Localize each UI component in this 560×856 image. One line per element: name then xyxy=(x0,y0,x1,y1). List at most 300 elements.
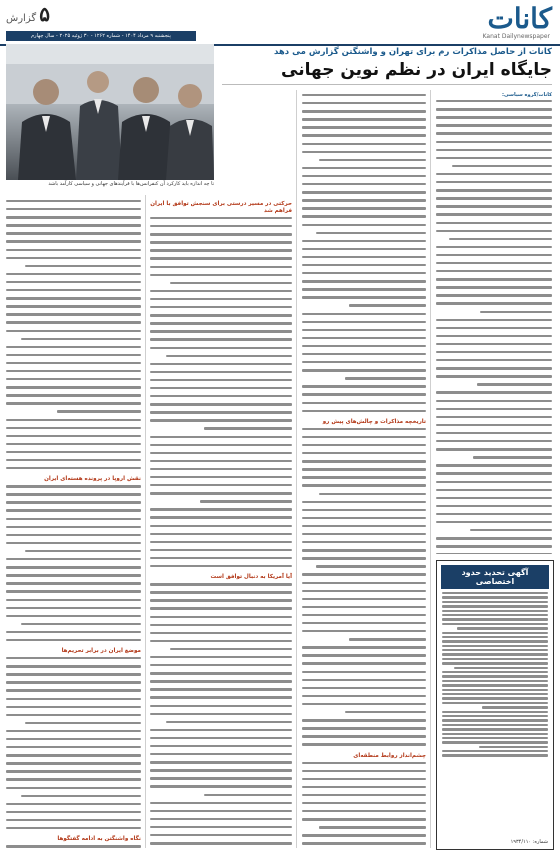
text-line xyxy=(150,737,292,743)
text-line xyxy=(442,662,548,664)
text-line xyxy=(6,778,141,784)
text-line-fill xyxy=(452,165,552,167)
text-line-fill xyxy=(442,614,548,616)
text-line-fill xyxy=(436,100,552,102)
text-line-fill xyxy=(442,733,548,735)
text-line-fill xyxy=(302,509,426,511)
column-1-lines xyxy=(436,100,552,554)
text-line xyxy=(302,695,426,701)
text-line xyxy=(442,680,548,682)
text-line xyxy=(302,444,426,450)
text-line xyxy=(302,118,426,124)
text-line xyxy=(6,681,141,687)
text-line-fill xyxy=(150,484,292,486)
text-line xyxy=(436,553,552,554)
text-line-fill xyxy=(150,274,292,276)
text-line-fill xyxy=(6,542,141,544)
text-line-fill xyxy=(6,607,141,609)
text-line xyxy=(302,557,426,563)
column-3-lines-b xyxy=(150,583,292,848)
text-line-fill xyxy=(345,711,426,713)
text-line-fill xyxy=(150,452,292,454)
text-line-fill xyxy=(442,671,548,673)
text-line xyxy=(436,294,552,300)
text-line xyxy=(6,419,141,425)
text-line xyxy=(442,636,548,638)
text-line xyxy=(302,687,426,693)
text-line xyxy=(442,610,548,612)
column-2-lines-a xyxy=(302,94,426,416)
text-line xyxy=(442,684,548,686)
text-line xyxy=(150,557,292,563)
text-line xyxy=(442,724,548,726)
text-line-fill xyxy=(436,545,552,547)
text-line xyxy=(150,672,292,678)
text-line-fill xyxy=(150,395,292,397)
text-line xyxy=(6,501,141,507)
text-line-fill xyxy=(6,673,141,675)
column-divider xyxy=(296,90,297,848)
text-line xyxy=(6,265,141,271)
subhead: نگاه واشنگتن به ادامه گفتگوها xyxy=(57,836,141,843)
text-line xyxy=(442,640,548,642)
text-line-fill xyxy=(302,646,426,648)
text-line-fill xyxy=(436,416,552,418)
text-line xyxy=(6,795,141,801)
text-line-fill xyxy=(302,167,426,169)
text-line xyxy=(302,654,426,660)
text-line-fill xyxy=(6,289,141,291)
text-line-fill xyxy=(150,444,292,446)
text-line xyxy=(302,778,426,784)
section-tag xyxy=(6,2,50,26)
subhead: نقش اروپا در پرونده هسته‌ای ایران xyxy=(44,476,141,483)
text-line-fill xyxy=(150,599,292,601)
text-line xyxy=(6,803,141,809)
text-line xyxy=(6,208,141,214)
text-line-fill xyxy=(302,240,426,242)
text-line xyxy=(302,533,426,539)
text-line xyxy=(6,623,141,629)
text-line-fill xyxy=(302,622,426,624)
text-line xyxy=(6,338,141,344)
text-line-fill xyxy=(302,590,426,592)
column-4-lines-d xyxy=(6,845,141,848)
text-line-fill xyxy=(319,493,426,495)
text-line-fill xyxy=(480,311,552,313)
text-line-fill xyxy=(436,197,552,199)
text-line xyxy=(6,607,141,613)
text-line xyxy=(436,213,552,219)
text-line xyxy=(6,738,141,744)
text-line xyxy=(150,290,292,296)
text-line-fill xyxy=(436,278,552,280)
text-line xyxy=(6,754,141,760)
text-line-fill xyxy=(6,378,141,380)
text-line xyxy=(150,818,292,824)
text-line xyxy=(302,671,426,677)
text-line xyxy=(150,379,292,385)
text-line xyxy=(150,274,292,280)
text-line-fill xyxy=(436,319,552,321)
text-line xyxy=(442,658,548,660)
text-line-fill xyxy=(6,501,141,503)
text-line xyxy=(302,622,426,628)
text-line xyxy=(302,232,426,238)
text-line xyxy=(442,601,548,603)
text-line xyxy=(302,842,426,848)
text-line-fill xyxy=(319,826,426,828)
text-line-fill xyxy=(150,387,292,389)
text-line xyxy=(436,424,552,430)
text-line-fill xyxy=(302,410,426,412)
text-line xyxy=(302,517,426,523)
text-line-fill xyxy=(442,649,548,651)
text-line-fill xyxy=(302,549,426,551)
text-line-fill xyxy=(442,728,548,730)
text-line-fill xyxy=(436,132,552,134)
text-line-fill xyxy=(6,574,141,576)
text-line-fill xyxy=(150,371,292,373)
text-line-fill xyxy=(302,118,426,120)
text-line-fill xyxy=(150,241,292,243)
text-line xyxy=(436,375,552,381)
subhead: تاریخچه مذاکرات و چالش‌های پیش رو xyxy=(322,418,426,425)
text-line xyxy=(302,329,426,335)
text-line-fill xyxy=(436,149,552,151)
text-line xyxy=(150,616,292,622)
text-line-fill xyxy=(442,596,548,598)
text-line xyxy=(150,217,292,223)
text-line xyxy=(6,378,141,384)
text-line-fill xyxy=(442,711,548,713)
text-line-fill xyxy=(442,645,548,647)
text-line-fill xyxy=(442,741,548,743)
text-line xyxy=(150,500,292,506)
text-line-fill xyxy=(442,658,548,660)
text-line xyxy=(302,94,426,100)
text-line xyxy=(302,711,426,717)
text-line-fill xyxy=(150,672,292,674)
text-line-fill xyxy=(442,623,548,625)
text-line-fill xyxy=(302,175,426,177)
text-line xyxy=(6,257,141,263)
text-line-fill xyxy=(302,582,426,584)
text-line-fill xyxy=(302,654,426,656)
text-line-fill xyxy=(150,549,292,551)
text-line-fill xyxy=(302,778,426,780)
text-line xyxy=(436,124,552,130)
text-line xyxy=(150,516,292,522)
text-line xyxy=(442,623,548,625)
text-line xyxy=(302,393,426,399)
text-line-fill xyxy=(6,698,141,700)
text-line-fill xyxy=(150,347,292,349)
text-line xyxy=(436,432,552,438)
masthead xyxy=(0,0,560,46)
text-line-fill xyxy=(6,811,141,813)
text-line xyxy=(150,705,292,711)
text-line xyxy=(150,549,292,555)
text-line xyxy=(150,508,292,514)
text-line xyxy=(6,615,141,621)
text-line-fill xyxy=(302,557,426,559)
text-line-fill xyxy=(150,436,292,438)
text-line-fill xyxy=(470,529,552,531)
section-name: گزارش xyxy=(6,13,37,24)
text-line-fill xyxy=(6,730,141,732)
text-line-fill xyxy=(302,476,426,478)
text-line xyxy=(302,288,426,294)
text-line xyxy=(150,591,292,597)
text-line xyxy=(302,337,426,343)
text-line-fill xyxy=(6,754,141,756)
text-line-fill xyxy=(150,834,292,836)
text-line-fill xyxy=(6,346,141,348)
text-line-fill xyxy=(6,224,141,226)
text-line xyxy=(302,361,426,367)
text-line xyxy=(442,667,548,669)
text-line xyxy=(150,338,292,344)
text-line-fill xyxy=(25,265,141,267)
text-line-fill xyxy=(442,632,548,634)
text-line xyxy=(302,428,426,434)
text-line-fill xyxy=(150,818,292,820)
text-line-fill xyxy=(166,721,292,723)
text-line xyxy=(442,645,548,647)
text-line-fill xyxy=(302,687,426,689)
text-line xyxy=(150,476,292,482)
text-line-fill xyxy=(57,410,141,412)
text-line-fill xyxy=(442,724,548,726)
photo-illustration xyxy=(6,44,214,180)
text-line xyxy=(436,489,552,495)
text-line-fill xyxy=(436,222,552,224)
text-line-fill xyxy=(302,329,426,331)
text-line xyxy=(150,468,292,474)
text-line-fill xyxy=(6,305,141,307)
text-line-fill xyxy=(316,232,426,234)
text-line-fill xyxy=(349,304,426,306)
text-line-fill xyxy=(6,240,141,242)
text-line-fill xyxy=(442,618,548,620)
column-divider xyxy=(430,90,431,848)
text-line-fill xyxy=(6,370,141,372)
text-line-fill xyxy=(442,693,548,695)
text-line-fill xyxy=(150,785,292,787)
text-line-fill xyxy=(436,286,552,288)
text-line xyxy=(302,525,426,531)
text-line xyxy=(442,671,548,673)
text-line xyxy=(436,238,552,244)
text-line-fill xyxy=(200,500,292,502)
text-line xyxy=(436,448,552,454)
text-line xyxy=(436,254,552,260)
text-line-fill xyxy=(302,102,426,104)
text-line xyxy=(6,330,141,336)
text-line-fill xyxy=(302,143,426,145)
text-line xyxy=(6,410,141,416)
text-line xyxy=(150,419,292,425)
text-line xyxy=(302,313,426,319)
text-line xyxy=(6,224,141,230)
text-line xyxy=(302,264,426,270)
text-line-fill xyxy=(302,444,426,446)
text-line-fill xyxy=(6,599,141,601)
text-line xyxy=(442,675,548,677)
text-line-fill xyxy=(436,254,552,256)
text-line-fill xyxy=(6,402,141,404)
text-line-fill xyxy=(302,191,426,193)
text-line-fill xyxy=(6,467,141,469)
text-line xyxy=(436,440,552,446)
text-line xyxy=(302,199,426,205)
text-line-fill xyxy=(6,419,141,421)
text-line-fill xyxy=(302,842,426,844)
text-line xyxy=(302,719,426,725)
text-line-fill xyxy=(204,794,292,796)
text-line xyxy=(6,811,141,817)
text-line xyxy=(150,395,292,401)
text-line-fill xyxy=(302,727,426,729)
text-line xyxy=(302,126,426,132)
text-line xyxy=(6,459,141,465)
text-line xyxy=(6,770,141,776)
text-line xyxy=(6,402,141,408)
text-line xyxy=(436,497,552,503)
text-line xyxy=(150,363,292,369)
text-line xyxy=(302,573,426,579)
text-line-fill xyxy=(150,810,292,812)
article-headline: جایگاه ایران در نظم نوین جهانی xyxy=(281,60,552,80)
text-line-fill xyxy=(349,638,426,640)
text-line xyxy=(442,653,548,655)
text-line-fill xyxy=(442,610,548,612)
text-line-fill xyxy=(150,705,292,707)
text-line-fill xyxy=(150,802,292,804)
text-line xyxy=(302,606,426,612)
text-line xyxy=(436,246,552,252)
text-line xyxy=(150,282,292,288)
text-line-fill xyxy=(436,513,552,515)
text-line xyxy=(302,385,426,391)
text-line xyxy=(150,387,292,393)
text-line-fill xyxy=(6,558,141,560)
text-line-fill xyxy=(150,664,292,666)
article-photo xyxy=(6,44,214,180)
text-line-fill xyxy=(442,640,548,642)
text-line-fill xyxy=(436,157,552,159)
text-line-fill xyxy=(302,215,426,217)
text-line xyxy=(302,590,426,596)
text-line xyxy=(150,411,292,417)
text-line-fill xyxy=(436,141,552,143)
text-line xyxy=(6,281,141,287)
text-line xyxy=(150,640,292,646)
text-line xyxy=(302,280,426,286)
text-line-fill xyxy=(6,232,141,234)
text-line xyxy=(302,102,426,108)
text-line-fill xyxy=(6,746,141,748)
text-line-fill xyxy=(6,770,141,772)
text-line xyxy=(436,505,552,511)
text-line xyxy=(150,664,292,670)
text-line xyxy=(302,484,426,490)
text-line xyxy=(150,257,292,263)
text-line-fill xyxy=(449,238,552,240)
text-line xyxy=(150,322,292,328)
text-line xyxy=(436,286,552,292)
text-line-fill xyxy=(316,565,426,567)
text-line-fill xyxy=(6,787,141,789)
text-line-fill xyxy=(302,134,426,136)
text-line-fill xyxy=(302,361,426,363)
text-line-fill xyxy=(436,343,552,345)
text-line-fill xyxy=(150,533,292,535)
text-line xyxy=(150,753,292,759)
text-line-fill xyxy=(442,689,548,691)
text-line-fill xyxy=(436,262,552,264)
text-line-fill xyxy=(150,516,292,518)
text-line-fill xyxy=(436,294,552,296)
text-line-fill xyxy=(442,662,548,664)
text-line-fill xyxy=(436,205,552,207)
text-line xyxy=(150,785,292,791)
text-line-fill xyxy=(442,605,548,607)
text-line xyxy=(302,460,426,466)
text-line xyxy=(436,278,552,284)
text-line xyxy=(150,355,292,361)
text-line-fill xyxy=(436,553,552,554)
text-line-fill xyxy=(302,834,426,836)
text-line xyxy=(6,599,141,605)
text-line xyxy=(302,762,426,768)
text-column-4 xyxy=(6,198,141,848)
text-line xyxy=(150,688,292,694)
text-line xyxy=(150,713,292,719)
text-line xyxy=(6,730,141,736)
text-line-fill xyxy=(166,355,292,357)
column-2-lines-b xyxy=(302,428,426,750)
text-line-fill xyxy=(302,662,426,664)
text-line-fill xyxy=(302,818,426,820)
text-line-fill xyxy=(150,217,292,219)
text-line xyxy=(442,750,548,752)
text-line xyxy=(150,745,292,751)
text-line xyxy=(6,346,141,352)
text-line xyxy=(302,151,426,157)
text-line-fill xyxy=(302,288,426,290)
text-line xyxy=(6,582,141,588)
text-line-fill xyxy=(436,472,552,474)
text-line-fill xyxy=(302,337,426,339)
text-line-fill xyxy=(150,769,292,771)
text-line xyxy=(150,541,292,547)
text-line xyxy=(436,132,552,138)
text-line-fill xyxy=(302,321,426,323)
text-line xyxy=(150,266,292,272)
text-line-fill xyxy=(6,738,141,740)
text-line-fill xyxy=(302,679,426,681)
text-line-fill xyxy=(319,159,426,161)
text-line-fill xyxy=(302,452,426,454)
text-line-fill xyxy=(436,481,552,483)
column-4-lines-c xyxy=(6,657,141,833)
text-line-fill xyxy=(150,379,292,381)
text-line xyxy=(436,351,552,357)
text-line-fill xyxy=(442,702,548,704)
text-line-fill xyxy=(436,335,552,337)
